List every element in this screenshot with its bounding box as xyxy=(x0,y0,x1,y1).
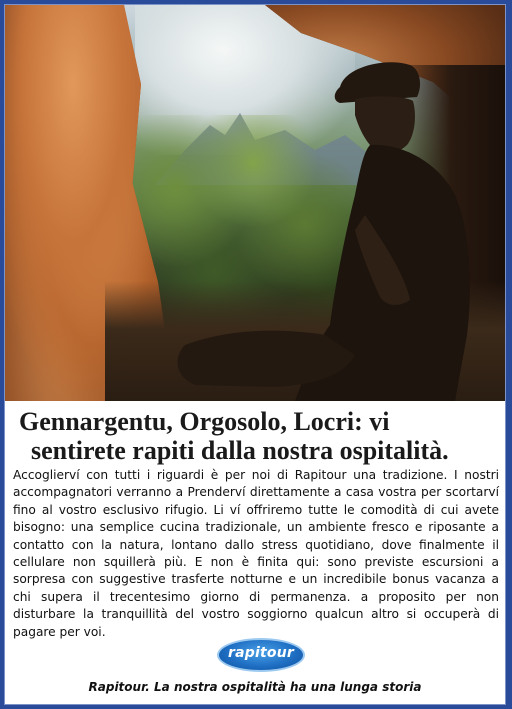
headline xyxy=(19,407,499,465)
rapitour-logo xyxy=(217,638,305,672)
advertisement xyxy=(4,4,506,705)
tagline: Rapitour. La nostra ospitalità ha una lunga storia xyxy=(88,680,422,694)
logo-text: rapitour xyxy=(228,645,294,661)
headline-line-1: Gennargentu, Orgosolo, Locri: vi xyxy=(19,407,390,436)
headline-line-2: sentirete rapiti dalla nostra ospitalità. xyxy=(31,436,449,465)
seated-man-silhouette xyxy=(155,45,485,401)
body-paragraph: Accoglierví con tutti i riguardi è per noi di Rapitour una tradizione. I nostri accompagnatori verranno a Prenderví direttamente a casa vostra per scortarví fino al vostro esclusivo rifugio. Li ví offriremo tutte le comodità di cui avete bisogno: una semplice cucina tradizionale, un ambiente fresco e riposante a contatto con la natura, lontano dallo stress quotidiano, dove finalmente il cellulare non squillerà più. E non è finita qui: sono previste escursioni a sorpresa con suggestive trasferte notturne e un incredibile bonus vacanza a chi supera il trecentesimo giorno di permanenza. a proposito per non disturbare la tranquillità del vostro soggiorno qualcun altro si occuperà di pagare per voi. xyxy=(13,468,499,639)
cave-photo xyxy=(5,5,505,401)
